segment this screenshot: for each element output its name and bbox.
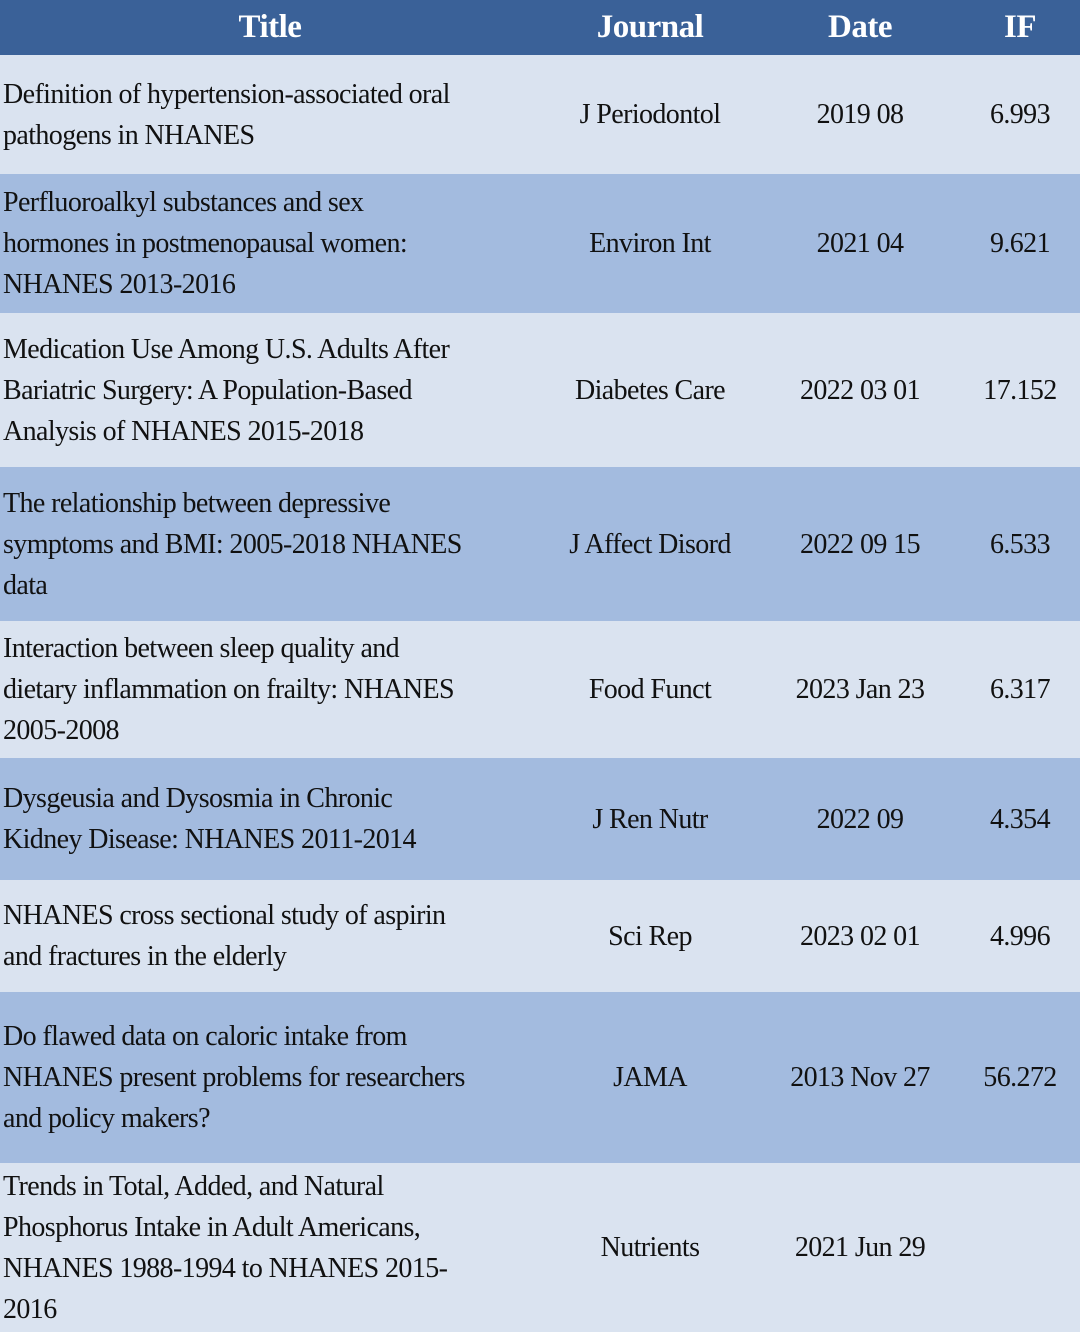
cell-journal: Environ Int <box>540 174 760 313</box>
title-line: Phosphorus Intake in Adult Americans, <box>3 1211 421 1243</box>
cell-date: 2023 Jan 23 <box>760 621 960 758</box>
cell-date: 2022 09 15 <box>760 467 960 621</box>
cell-journal: J Periodontol <box>540 55 760 174</box>
cell-if: 4.354 <box>960 758 1080 880</box>
cell-date: 2023 02 01 <box>760 880 960 992</box>
title-line: 2016 <box>3 1293 57 1325</box>
cell-title <box>0 621 540 758</box>
cell-if: 17.152 <box>960 313 1080 467</box>
cell-journal: Diabetes Care <box>540 313 760 467</box>
title-line: Bariatric Surgery: A Population-Based <box>3 374 412 406</box>
title-line: The relationship between depressive <box>3 487 391 519</box>
cell-if: 4.996 <box>960 880 1080 992</box>
table-row <box>0 55 1080 174</box>
title-line: dietary inflammation on frailty: NHANES <box>3 674 454 705</box>
cell-date: 2019 08 <box>760 55 960 174</box>
title-line: Interaction between sleep quality and <box>3 633 400 664</box>
cell-if: 6.317 <box>960 621 1080 758</box>
title-line: Trends in Total, Added, and Natural <box>3 1170 384 1202</box>
cell-title <box>0 55 540 174</box>
cell-title <box>0 880 540 992</box>
title-line: and fractures in the elderly <box>3 941 287 972</box>
table-row <box>0 313 1080 467</box>
title-line: NHANES present problems for researchers <box>3 1062 465 1093</box>
title-line: symptoms and BMI: 2005-2018 NHANES <box>3 528 462 560</box>
title-line: Perfluoroalkyl substances and sex <box>3 187 364 218</box>
cell-journal: JAMA <box>540 992 760 1163</box>
cell-if: 56.272 <box>960 992 1080 1163</box>
title-line: and policy makers? <box>3 1103 210 1134</box>
title-line: Do flawed data on caloric intake from <box>3 1021 407 1052</box>
cell-title <box>0 467 540 621</box>
title-line: Dysgeusia and Dysosmia in Chronic <box>3 783 393 814</box>
title-line: NHANES 1988-1994 to NHANES 2015- <box>3 1252 448 1284</box>
title-line: Medication Use Among U.S. Adults After <box>3 333 450 365</box>
cell-journal: Nutrients <box>540 1163 760 1332</box>
table-row <box>0 1163 1080 1332</box>
cell-if: 9.621 <box>960 174 1080 313</box>
cell-date: 2021 04 <box>760 174 960 313</box>
cell-title <box>0 758 540 880</box>
cell-title <box>0 313 540 467</box>
title-line: Kidney Disease: NHANES 2011-2014 <box>3 824 416 855</box>
cell-date: 2022 03 01 <box>760 313 960 467</box>
title-line: Analysis of NHANES 2015-2018 <box>3 415 364 447</box>
header-if: IF <box>960 0 1080 55</box>
title-line: data <box>3 569 48 601</box>
table-row <box>0 992 1080 1163</box>
cell-date: 2013 Nov 27 <box>760 992 960 1163</box>
cell-title <box>0 174 540 313</box>
table-row <box>0 880 1080 992</box>
cell-title <box>0 1163 540 1332</box>
header-journal: Journal <box>540 0 760 55</box>
cell-journal: Food Funct <box>540 621 760 758</box>
header-date: Date <box>760 0 960 55</box>
header-row <box>0 0 1080 55</box>
title-line: 2005-2008 <box>3 715 119 746</box>
cell-date: 2022 09 <box>760 758 960 880</box>
table-row <box>0 621 1080 758</box>
cell-if: 6.993 <box>960 55 1080 174</box>
title-line: NHANES cross sectional study of aspirin <box>3 900 446 931</box>
title-line: hormones in postmenopausal women: <box>3 228 408 259</box>
cell-journal: J Affect Disord <box>540 467 760 621</box>
cell-if <box>960 1163 1080 1332</box>
table-row <box>0 467 1080 621</box>
header-title: Title <box>0 0 540 55</box>
title-line: NHANES 2013-2016 <box>3 269 236 300</box>
table-row <box>0 174 1080 313</box>
cell-title <box>0 992 540 1163</box>
title-line: pathogens in NHANES <box>3 119 255 151</box>
cell-journal: Sci Rep <box>540 880 760 992</box>
cell-journal: J Ren Nutr <box>540 758 760 880</box>
table-row <box>0 758 1080 880</box>
cell-date: 2021 Jun 29 <box>760 1163 960 1332</box>
cell-if: 6.533 <box>960 467 1080 621</box>
title-line: Definition of hypertension-associated oral <box>3 78 450 110</box>
